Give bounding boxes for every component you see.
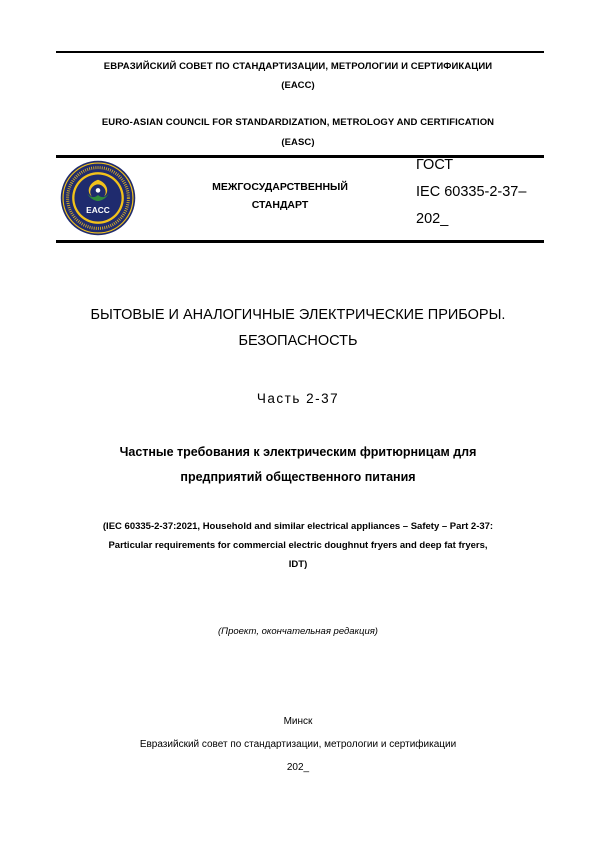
document-subtitle bbox=[0, 440, 596, 490]
standard-type bbox=[160, 178, 400, 214]
council-abbr-ru: (ЕАСС) bbox=[281, 80, 315, 91]
top-rule bbox=[56, 51, 544, 53]
subtitle-line1: Частные требования к электрическим фритюрницам для bbox=[119, 445, 477, 459]
easc-logo bbox=[60, 160, 136, 236]
footer-year: 202_ bbox=[286, 762, 310, 773]
iec-line2: Particular requirements for commercial electric doughnut fryers and deep fat fryers, bbox=[108, 540, 488, 551]
council-name-en: EURO-ASIAN COUNCIL FOR STANDARDIZATION, METROLOGY AND CERTIFICATION bbox=[101, 117, 495, 128]
council-name-ru: ЕВРАЗИЙСКИЙ СОВЕТ ПО СТАНДАРТИЗАЦИИ, МЕТРОЛОГИИ И СЕРТИФИКАЦИИ bbox=[103, 61, 493, 72]
standard-designation bbox=[416, 152, 526, 233]
standard-type-line1: МЕЖГОСУДАРСТВЕННЫЙ bbox=[212, 181, 348, 193]
designation-line1: ГОСТ bbox=[416, 157, 454, 173]
footer-city: Минск bbox=[283, 716, 313, 727]
footer-publisher: Евразийский совет по стандартизации, метрологии и сертификации bbox=[139, 739, 457, 750]
iec-reference bbox=[0, 517, 596, 574]
draft-note: (Проект, окончательная редакция) bbox=[218, 626, 378, 637]
council-abbr-en: (EASC) bbox=[281, 137, 315, 148]
designation-line3: 202_ bbox=[416, 211, 449, 227]
logo-text: EACC bbox=[86, 205, 110, 216]
header-bottom-rule bbox=[56, 240, 544, 243]
document-title bbox=[0, 302, 596, 354]
standard-type-line2: СТАНДАРТ bbox=[251, 199, 309, 211]
title-line2: БЕЗОПАСНОСТЬ bbox=[238, 333, 358, 349]
iec-line1: (IEC 60335-2-37:2021, Household and similar electrical appliances – Safety – Part 2-37: bbox=[102, 521, 494, 532]
subtitle-line2: предприятий общественного питания bbox=[180, 470, 416, 484]
title-line1: БЫТОВЫЕ И АНАЛОГИЧНЫЕ ЭЛЕКТРИЧЕСКИЕ ПРИБОРЫ. bbox=[90, 307, 506, 323]
part-number: Часть 2-37 bbox=[256, 391, 340, 406]
designation-line2: IEC 60335-2-37– bbox=[416, 184, 527, 200]
iec-line3: IDT) bbox=[288, 559, 308, 570]
footer bbox=[0, 710, 596, 779]
